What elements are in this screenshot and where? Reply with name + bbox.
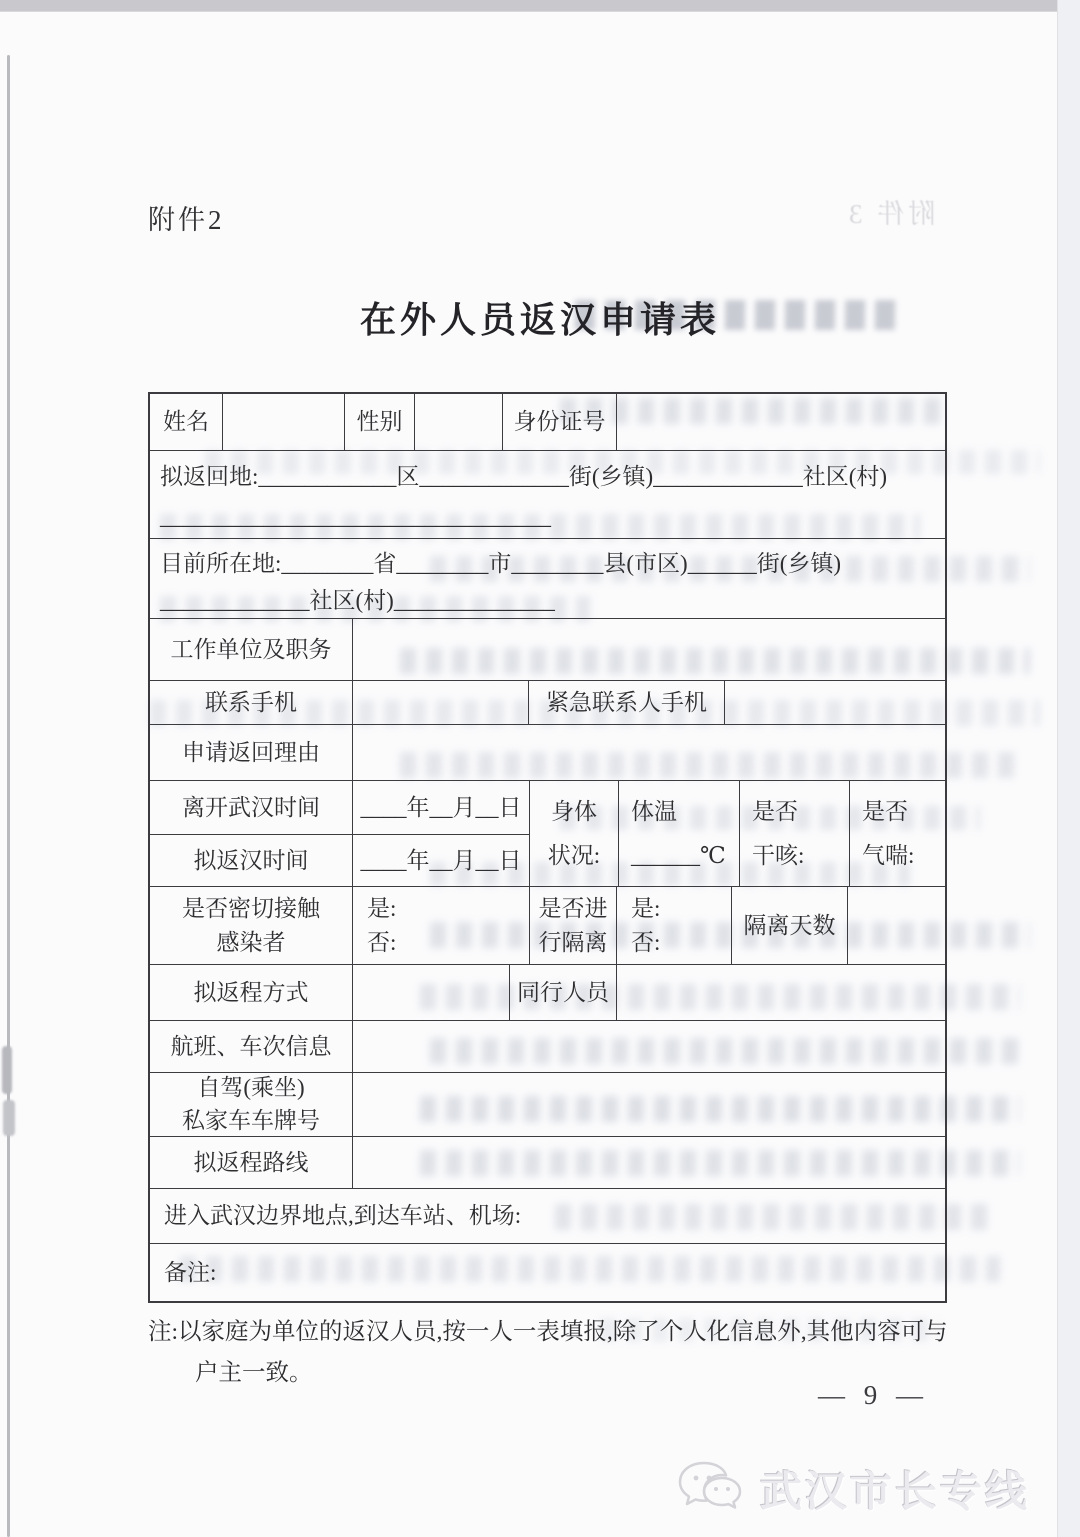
name-value-cell: [222, 394, 344, 450]
row-flight-train: [150, 1020, 945, 1072]
footnote-line1: 注:以家庭为单位的返汉人员,按一人一表填报,除了个人化信息外,其他内容可与: [148, 1319, 948, 1345]
car-plate-value-cell: [352, 1073, 945, 1136]
page-number: — 9 —: [818, 1380, 929, 1410]
car-plate-label-line2: 私家车车牌号: [182, 1108, 320, 1133]
body-condition-label-line1: 身体: [551, 798, 597, 824]
leave-date-label-cell: [150, 781, 352, 834]
name-label: 姓名: [163, 409, 209, 434]
return-date-blank: ____年__月__日: [360, 847, 522, 873]
binding-mark: [2, 1046, 12, 1094]
return-date-value-cell: [352, 835, 529, 886]
isolation-yes: 是:: [631, 895, 661, 921]
bleed-through-attachment-label: 附件 3: [845, 199, 936, 229]
leave-date-label: 离开武汉时间: [182, 794, 320, 820]
phone-label: 联系手机: [205, 689, 297, 715]
return-reason-label: 申请返回理由: [182, 739, 320, 765]
row-return-reason: [150, 724, 945, 780]
companion-value-cell: [616, 965, 945, 1020]
car-plate-label-cell: [150, 1073, 352, 1136]
body-condition-cell: [529, 781, 618, 886]
dry-cough-label-line1: 是否: [752, 798, 798, 824]
row-contact-isolation: [150, 886, 945, 964]
isolation-label-cell: [529, 887, 616, 964]
car-plate-label-line1: 自驾(乘坐): [197, 1075, 305, 1100]
row-car-plate: [150, 1072, 945, 1136]
remarks-label: 备注:: [164, 1259, 217, 1285]
row-return-mode: [150, 964, 945, 1020]
work-unit-label: 工作单位及职务: [170, 636, 332, 662]
id-value-cell: [616, 394, 945, 450]
isolation-days-label: 隔离天数: [743, 912, 836, 938]
return-route-label: 拟返程路线: [193, 1149, 309, 1175]
row-remarks: [150, 1243, 945, 1301]
id-label-cell: [502, 394, 616, 450]
isolation-yesno-cell: [616, 887, 731, 964]
emergency-phone-value-cell: [724, 681, 945, 724]
close-contact-yes: 是:: [367, 895, 397, 921]
return-mode-value-cell: [352, 965, 509, 1020]
return-route-value-cell: [352, 1137, 945, 1188]
emergency-phone-label: 紧急联系人手机: [546, 689, 707, 715]
dry-cough-label-line2: 干咳:: [752, 842, 805, 868]
return-mode-label-cell: [150, 965, 352, 1020]
row-entry-point: [150, 1188, 945, 1243]
row-leave-date: [150, 781, 529, 834]
watermark: [676, 1458, 1030, 1520]
id-label: 身份证号: [513, 409, 606, 434]
paper-left-edge-line: [7, 55, 10, 1537]
gender-value-cell: [414, 394, 502, 450]
footnote-line2: 户主一致。: [195, 1360, 313, 1386]
form-title: 在外人员返汉申请表: [359, 299, 720, 340]
flight-train-value-cell: [352, 1021, 945, 1072]
return-date-label: 拟返汉时间: [193, 847, 309, 873]
work-unit-label-cell: [150, 619, 352, 680]
return-date-label-cell: [150, 835, 352, 886]
return-reason-value-cell: [352, 725, 945, 780]
row-return-route: [150, 1136, 945, 1188]
flight-train-label: 航班、车次信息: [170, 1033, 332, 1059]
entry-point-cell: [150, 1189, 945, 1243]
isolation-label-line1: 是否进: [538, 895, 608, 921]
remarks-cell: [150, 1244, 945, 1301]
binding-mark: [3, 1100, 15, 1136]
leave-date-value-cell: [352, 781, 529, 834]
body-condition-label-line2: 状况:: [547, 842, 601, 868]
flight-train-label-cell: [150, 1021, 352, 1072]
leave-date-blank: ____年__月__日: [360, 794, 522, 820]
dry-cough-cell: [739, 781, 849, 886]
isolation-days-label-cell: [731, 887, 847, 964]
close-contact-label-line2: 感染者: [216, 929, 286, 955]
row-phones: [150, 680, 945, 724]
companion-label-cell: [509, 965, 616, 1020]
phone-value-cell: [352, 681, 528, 724]
return-mode-label: 拟返程方式: [193, 979, 309, 1005]
scan-top-edge: [0, 0, 1080, 12]
watermark-text: 武汉市长专线: [759, 1468, 1030, 1515]
entry-point-label: 进入武汉边界地点,到达车站、机场:: [164, 1203, 522, 1228]
temperature-label: 体温: [631, 798, 677, 824]
gender-label: 性别: [356, 409, 403, 434]
return-reason-label-cell: [150, 725, 352, 780]
gender-label-cell: [344, 394, 414, 450]
scan-right-edge: [1057, 0, 1080, 1537]
temperature-blank: ______℃: [631, 842, 726, 868]
current-location-line2: _____________社区(村)______________: [160, 588, 555, 613]
return-destination-cell: [150, 451, 945, 538]
attachment-label: 附件2: [148, 205, 225, 235]
close-contact-no: 否:: [367, 929, 397, 955]
row-name-gender-id: [150, 394, 945, 450]
isolation-label-line2: 行隔离: [538, 929, 608, 955]
dates-subtable: [150, 781, 529, 886]
row-return-destination: [150, 450, 945, 538]
wechat-icon: [676, 1458, 750, 1520]
phone-label-cell: [150, 681, 352, 724]
wheeze-cell: [849, 781, 945, 886]
emergency-phone-label-cell: [528, 681, 724, 724]
return-destination-line1: 拟返回地:____________区_____________街(乡镇)_____________社区(村): [160, 464, 888, 489]
wheeze-label-line1: 是否: [862, 798, 908, 824]
wheeze-label-line2: 气喘:: [862, 842, 915, 868]
close-contact-yesno-cell: [352, 887, 529, 964]
current-location-line1: 目前所在地:________省________市________县(市区)______街(乡镇): [160, 551, 842, 576]
isolation-no: 否:: [631, 929, 661, 955]
name-label-cell: [150, 394, 222, 450]
application-form-table: [148, 392, 947, 1303]
close-contact-label-cell: [150, 887, 352, 964]
row-current-location: [150, 538, 945, 618]
current-location-cell: [150, 539, 945, 618]
isolation-days-value-cell: [847, 887, 945, 964]
temperature-cell: [618, 781, 739, 886]
row-work-unit: [150, 618, 945, 680]
return-destination-line2: __________________________________: [160, 504, 551, 529]
return-route-label-cell: [150, 1137, 352, 1188]
row-return-date: [150, 834, 529, 886]
close-contact-label-line1: 是否密切接触: [182, 895, 320, 921]
companion-label: 同行人员: [517, 979, 609, 1005]
work-unit-value-cell: [352, 619, 945, 680]
row-dates-health: [150, 780, 945, 886]
